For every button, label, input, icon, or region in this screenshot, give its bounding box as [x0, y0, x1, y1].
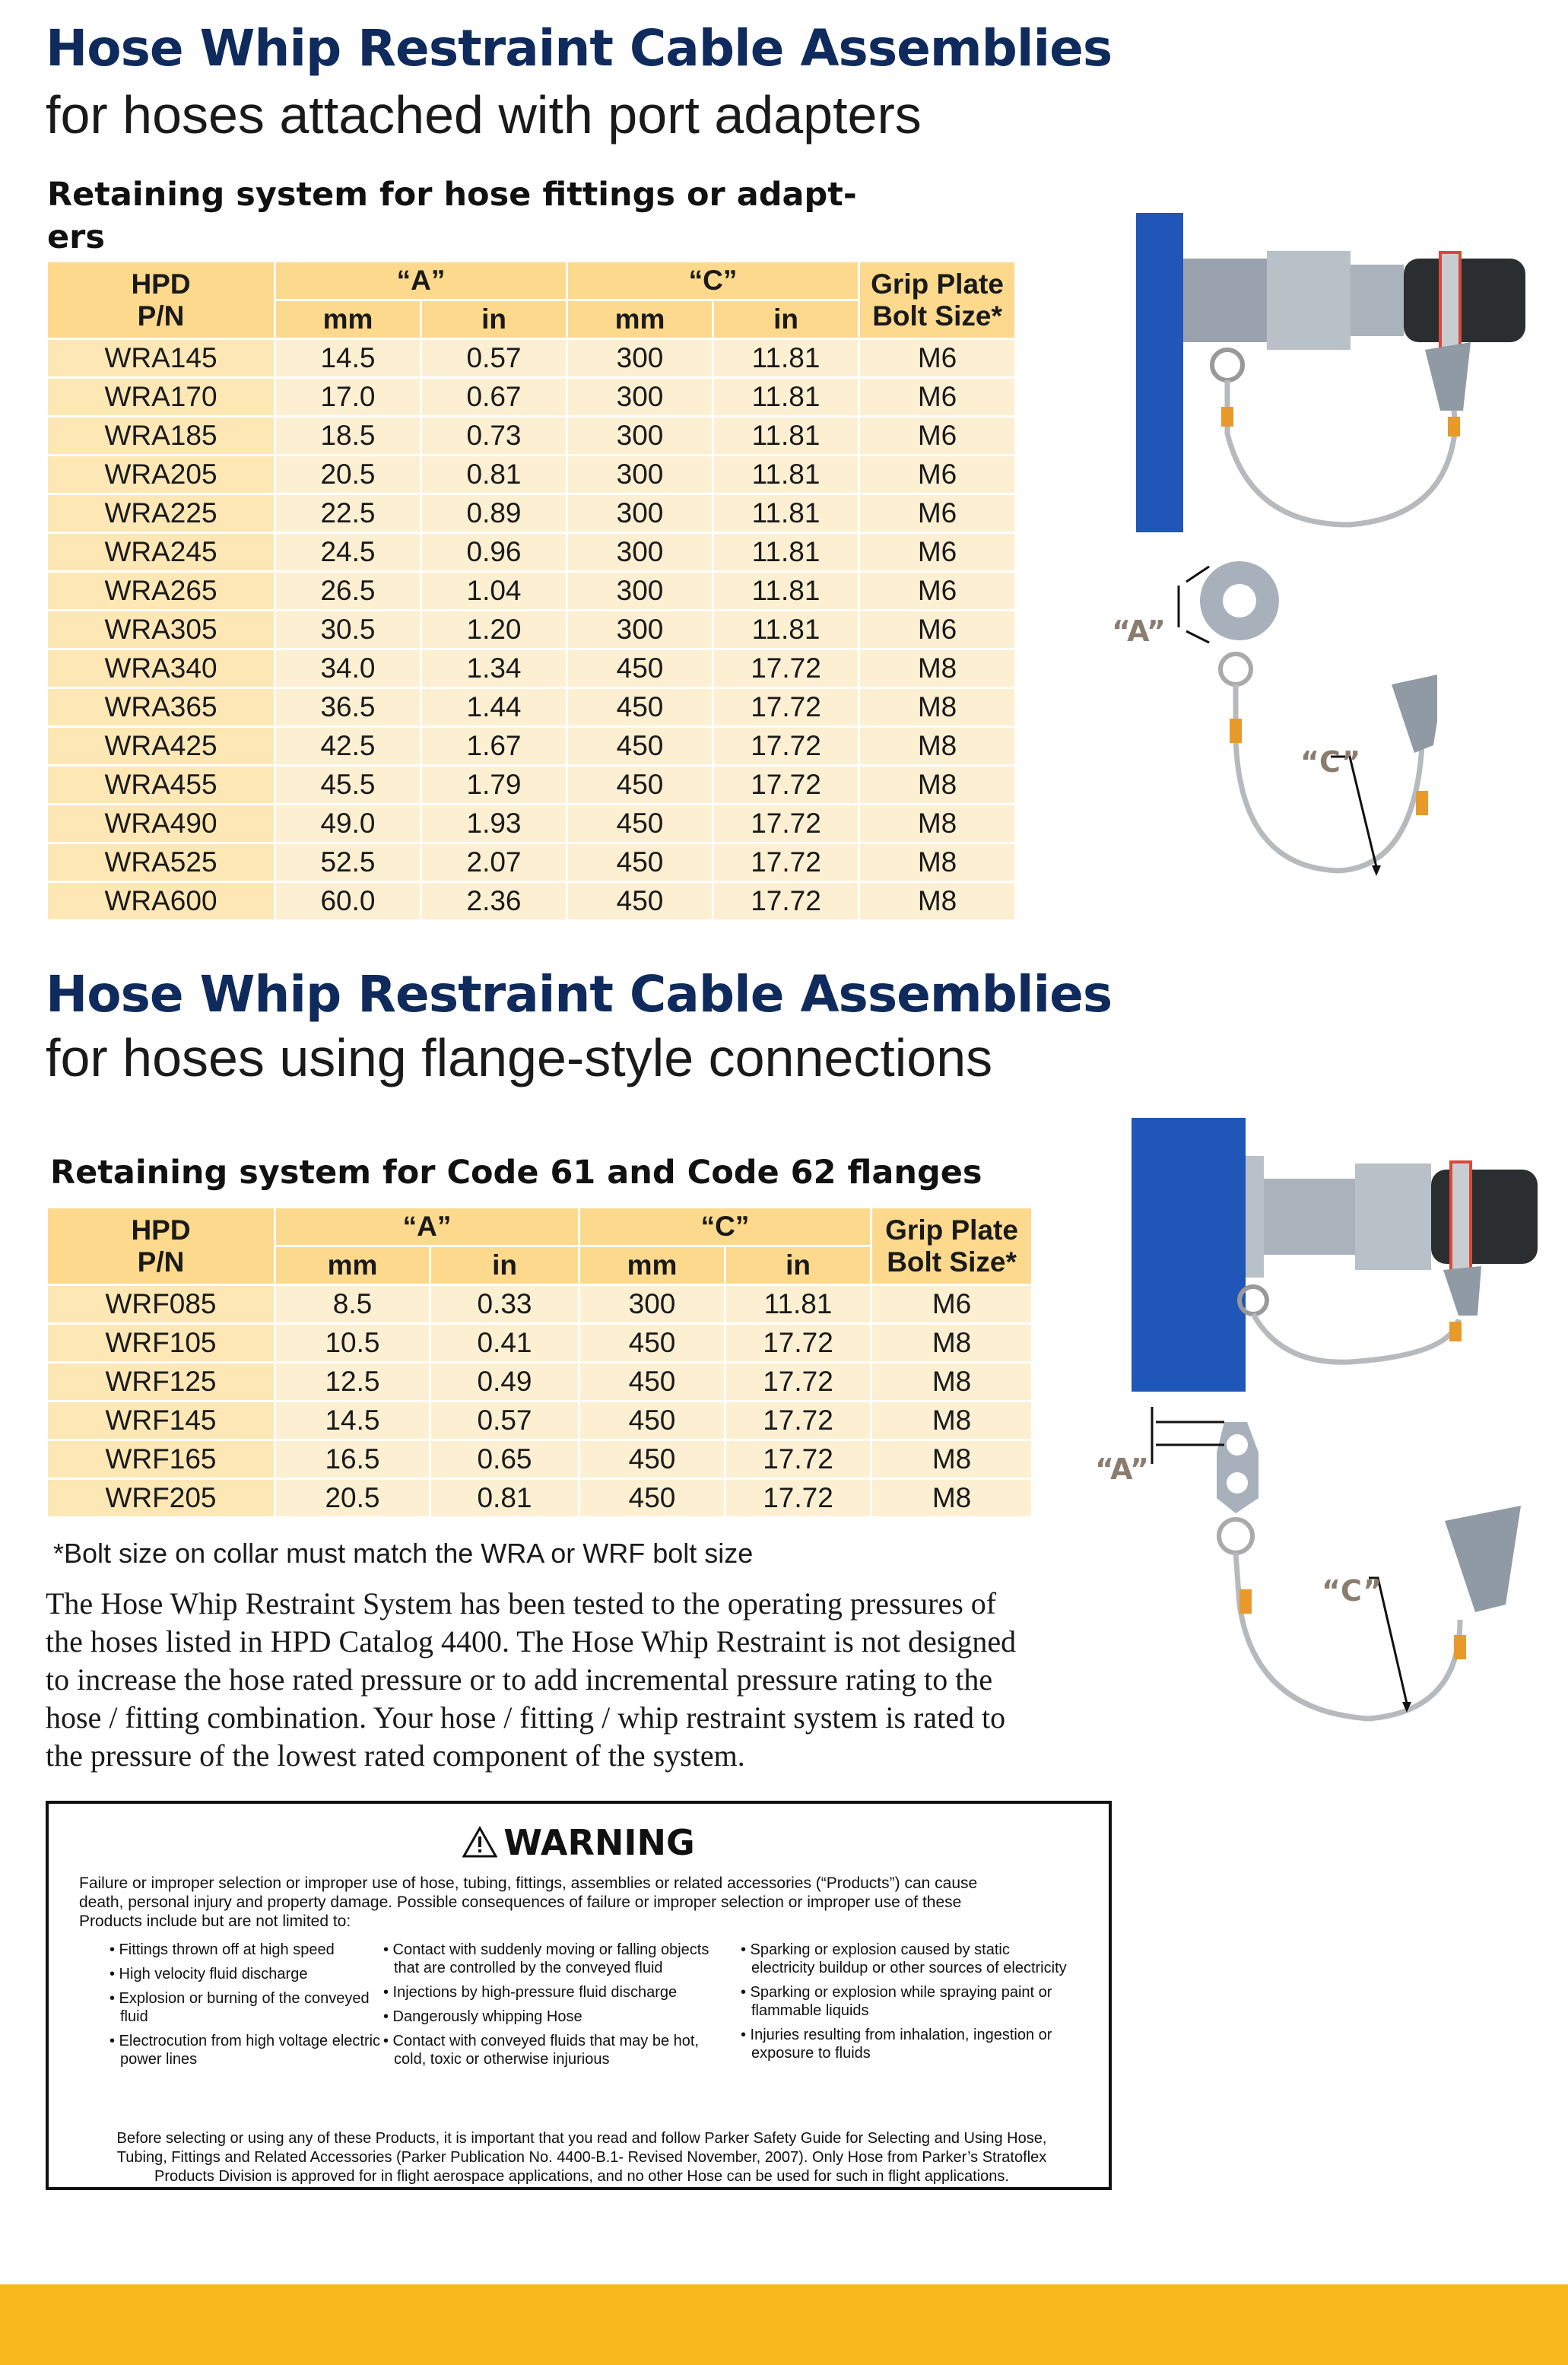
- header-c-mm: mm: [579, 1246, 725, 1285]
- cell-part-number: WRA185: [47, 417, 275, 456]
- header-c-in: in: [713, 300, 859, 339]
- cell-c-in: 11.81: [713, 611, 859, 649]
- header-a: “A”: [275, 262, 567, 300]
- cell-c-in: 11.81: [713, 378, 859, 417]
- cell-part-number: WRA225: [47, 494, 275, 533]
- cell-c-in: 17.72: [725, 1402, 871, 1440]
- warning-bullet: • Explosion or burning of the conveyed fluid: [110, 1990, 370, 2025]
- warning-bullet: • Dangerously whipping Hose: [383, 2008, 582, 2025]
- blue-panel: [1132, 1118, 1246, 1392]
- header-pn-line2: P/N: [137, 300, 185, 332]
- cable-ferrule: [1239, 1589, 1252, 1614]
- header-c-in: in: [725, 1246, 871, 1285]
- cell-a-in: 1.20: [421, 611, 567, 649]
- cell-c-mm: 450: [567, 843, 713, 882]
- warning-intro-line: Failure or improper selection or improper use of hose, tubing, fittings, assemblies or related accessories (“Products”) can cause: [79, 1875, 978, 1892]
- a-dimension-lines: [1152, 1407, 1224, 1464]
- table-row: [47, 766, 1016, 805]
- warning-bullet: • Sparking or explosion while spraying paint or flammable liquids: [741, 1984, 1052, 2019]
- cell-a-mm: 20.5: [275, 456, 421, 494]
- section1-callout-a: “A”: [1112, 614, 1166, 648]
- cable-ferrule: [1416, 791, 1428, 815]
- cell-a-mm: 16.5: [275, 1440, 430, 1479]
- cable-ferrule: [1449, 1322, 1462, 1341]
- cell-c-in: 17.72: [725, 1324, 871, 1363]
- section1-subhead: [47, 173, 857, 259]
- flange-plate: [1246, 1156, 1264, 1278]
- section2-subhead: Retaining system for Code 61 and Code 62 flanges: [50, 1154, 982, 1192]
- warning-bullet: • Contact with suddenly moving or falling objects that are controlled by the conveyed fluid: [383, 1941, 709, 1976]
- hose-flange-photo: [1132, 1118, 1557, 1392]
- warning-title: WARNING: [503, 1822, 695, 1863]
- cell-c-mm: 300: [567, 378, 713, 417]
- hose-body: [1431, 1170, 1538, 1264]
- cell-part-number: WRA340: [47, 649, 275, 688]
- cell-part-number: WRA265: [47, 572, 275, 611]
- header-a-in: in: [421, 300, 567, 339]
- warning-footer-line: Tubing, Fittings and Related Accessories (Parker Publication No. 4400-B.1- Revised November, 2007). Only Hose from Parker’s Stratoflex: [116, 2149, 1047, 2166]
- cell-a-mm: 20.5: [275, 1479, 430, 1518]
- section1-title: Hose Whip Restraint Cable Assemblies: [46, 19, 1113, 78]
- cell-c-in: 17.72: [713, 805, 859, 843]
- cell-a-in: 1.34: [421, 649, 567, 688]
- cell-part-number: WRF165: [47, 1440, 275, 1479]
- cell-a-in: 0.73: [421, 417, 567, 456]
- cell-a-in: 0.41: [430, 1324, 579, 1363]
- cable-eye: [1212, 350, 1243, 380]
- cell-part-number: WRA425: [47, 727, 275, 766]
- cell-c-mm: 450: [567, 882, 713, 921]
- header-pn-line2: P/N: [137, 1246, 185, 1278]
- cell-a-mm: 52.5: [275, 843, 421, 882]
- cell-part-number: WRA600: [47, 882, 275, 921]
- warning-list-col1: [110, 1941, 398, 2075]
- cell-c-in: 17.72: [713, 843, 859, 882]
- cell-a-mm: 34.0: [275, 649, 421, 688]
- cell-a-mm: 10.5: [275, 1324, 430, 1363]
- cell-bolt-size: M8: [871, 1479, 1033, 1518]
- cell-bolt-size: M8: [859, 688, 1016, 727]
- table-row: [47, 494, 1016, 533]
- cell-part-number: WRA490: [47, 805, 275, 843]
- cell-bolt-size: M6: [859, 456, 1016, 494]
- cell-a-in: 1.79: [421, 766, 567, 805]
- table-row: [47, 339, 1016, 378]
- section1-subtitle: for hoses attached with port adapters: [46, 85, 922, 144]
- table-row: [47, 572, 1016, 611]
- hex-fitting: [1267, 251, 1351, 350]
- cell-bolt-size: M6: [859, 533, 1016, 572]
- cable-loop: [1219, 1519, 1252, 1553]
- header-c: “C”: [567, 262, 859, 300]
- cell-bolt-size: M8: [859, 843, 1016, 882]
- cell-c-in: 11.81: [713, 494, 859, 533]
- cell-a-in: 0.65: [430, 1440, 579, 1479]
- port-adapter: [1183, 259, 1267, 342]
- section1-callout-c: “C”: [1300, 745, 1361, 779]
- cell-c-in: 17.72: [713, 727, 859, 766]
- cell-a-mm: 49.0: [275, 805, 421, 843]
- table-row: [47, 1324, 1033, 1363]
- blue-panel: [1136, 213, 1183, 532]
- table-row: [47, 882, 1016, 921]
- cell-a-in: 1.04: [421, 572, 567, 611]
- cell-part-number: WRA305: [47, 611, 275, 649]
- header-pn: [47, 1208, 275, 1285]
- grip-plate: [1443, 1266, 1481, 1316]
- cell-part-number: WRA245: [47, 533, 275, 572]
- cell-c-mm: 450: [567, 649, 713, 688]
- collar-clamp: [1440, 252, 1460, 348]
- cell-c-mm: 450: [579, 1440, 725, 1479]
- cell-c-mm: 450: [579, 1479, 725, 1518]
- cell-a-mm: 30.5: [275, 611, 421, 649]
- cell-a-in: 0.49: [430, 1363, 579, 1402]
- cell-a-mm: 45.5: [275, 766, 421, 805]
- table-row: [47, 649, 1016, 688]
- table-row: [47, 1440, 1033, 1479]
- cell-bolt-size: M6: [859, 339, 1016, 378]
- table-row: [47, 611, 1016, 649]
- tab-hole-top: [1227, 1434, 1248, 1456]
- table-row: [47, 688, 1016, 727]
- cell-a-in: 2.07: [421, 843, 567, 882]
- disclaimer-line: hose / fitting combination. Your hose / fitting / whip restraint system is rated to: [46, 1700, 1006, 1735]
- cell-a-mm: 36.5: [275, 688, 421, 727]
- cable-ferrule: [1448, 417, 1460, 436]
- cell-c-in: 17.72: [725, 1440, 871, 1479]
- cell-bolt-size: M6: [859, 572, 1016, 611]
- cell-part-number: WRA455: [47, 766, 275, 805]
- table-row: [47, 456, 1016, 494]
- cell-bolt-size: M8: [859, 727, 1016, 766]
- warning-intro-line: Products include but are not limited to:: [79, 1913, 351, 1930]
- wra-spec-table: [46, 260, 1017, 922]
- cell-c-mm: 450: [579, 1402, 725, 1440]
- cell-part-number: WRA205: [47, 456, 275, 494]
- cable-ferrule: [1230, 719, 1242, 743]
- header-a-mm: mm: [275, 300, 421, 339]
- cell-bolt-size: M8: [859, 766, 1016, 805]
- section1-subhead-line2: ers: [47, 218, 105, 256]
- hose-port-adapter-photo: [1136, 205, 1547, 540]
- cell-c-mm: 300: [567, 456, 713, 494]
- warning-heading: [49, 1822, 1109, 1863]
- section2-callout-a: “A”: [1095, 1452, 1149, 1486]
- table-row: [47, 1285, 1033, 1324]
- warning-footer: [79, 2129, 1084, 2186]
- warning-list-col2: [383, 1941, 733, 2075]
- warning-bullet: • Fittings thrown off at high speed: [110, 1941, 335, 1958]
- disclaimer-line: the hoses listed in HPD Catalog 4400. The Hose Whip Restraint is not designed: [46, 1624, 1017, 1659]
- cell-bolt-size: M6: [859, 611, 1016, 649]
- cell-c-mm: 300: [579, 1285, 725, 1324]
- wra-dimension-diagram: [1087, 548, 1437, 897]
- eyelet-hole: [1223, 584, 1256, 617]
- warning-bullet: • Electrocution from high voltage electric power lines: [110, 2033, 381, 2068]
- footer-bar: [0, 2284, 1568, 2365]
- flange-head: [1264, 1179, 1355, 1255]
- table-row: [47, 1402, 1033, 1440]
- cell-c-in: 11.81: [713, 339, 859, 378]
- warning-bullet: • Injections by high-pressure fluid discharge: [383, 1984, 678, 2001]
- table-row: [47, 378, 1016, 417]
- cell-c-mm: 450: [567, 766, 713, 805]
- warning-bullet: • High velocity fluid discharge: [110, 1966, 308, 1982]
- cell-a-mm: 14.5: [275, 339, 421, 378]
- cell-c-in: 17.72: [713, 882, 859, 921]
- table-row: [47, 533, 1016, 572]
- cell-c-mm: 450: [579, 1363, 725, 1402]
- cell-c-mm: 300: [567, 494, 713, 533]
- cell-a-mm: 42.5: [275, 727, 421, 766]
- cell-bolt-size: M8: [871, 1363, 1033, 1402]
- cell-bolt-size: M8: [871, 1440, 1033, 1479]
- cell-part-number: WRF085: [47, 1285, 275, 1324]
- header-a: “A”: [275, 1208, 579, 1246]
- cell-a-in: 0.89: [421, 494, 567, 533]
- section2-callout-c: “C”: [1322, 1574, 1382, 1608]
- cell-a-in: 0.67: [421, 378, 567, 417]
- cell-a-in: 0.57: [430, 1402, 579, 1440]
- header-grip: [871, 1208, 1033, 1285]
- restraint-cable: [1227, 380, 1455, 525]
- cell-c-mm: 450: [567, 805, 713, 843]
- cell-part-number: WRF145: [47, 1402, 275, 1440]
- cell-c-in: 11.81: [713, 456, 859, 494]
- cell-c-mm: 450: [567, 688, 713, 727]
- warning-box: [46, 1801, 1112, 2190]
- cell-a-mm: 14.5: [275, 1402, 430, 1440]
- cell-a-mm: 12.5: [275, 1363, 430, 1402]
- cell-bolt-size: M6: [859, 378, 1016, 417]
- cell-a-in: 1.67: [421, 727, 567, 766]
- cell-bolt-size: M8: [871, 1402, 1033, 1440]
- cable-loop: [1220, 654, 1251, 684]
- warning-intro: [79, 1874, 1083, 1931]
- cell-part-number: WRA525: [47, 843, 275, 882]
- header-grip-line2: Bolt Size*: [887, 1246, 1017, 1278]
- cell-part-number: WRF105: [47, 1324, 275, 1363]
- bolt-size-footnote: *Bolt size on collar must match the WRA or WRF bolt size: [53, 1538, 754, 1569]
- cell-c-mm: 300: [567, 533, 713, 572]
- table-row: [47, 805, 1016, 843]
- cell-a-in: 0.57: [421, 339, 567, 378]
- cable-ferrule: [1221, 407, 1233, 427]
- cell-c-in: 17.72: [725, 1363, 871, 1402]
- cell-bolt-size: M6: [859, 494, 1016, 533]
- warning-list-col3: [741, 1941, 1068, 2068]
- cell-bolt-size: M8: [859, 882, 1016, 921]
- cell-bolt-size: M8: [859, 649, 1016, 688]
- c-arrowhead: [1372, 865, 1381, 876]
- cell-a-in: 1.93: [421, 805, 567, 843]
- table-row: [47, 843, 1016, 882]
- pressure-disclaimer: [46, 1585, 1141, 1775]
- cell-part-number: WRF125: [47, 1363, 275, 1402]
- grip-plate: [1392, 673, 1437, 753]
- cell-c-in: 11.81: [725, 1285, 871, 1324]
- table-row: [47, 417, 1016, 456]
- cell-c-mm: 300: [567, 417, 713, 456]
- table-row: [47, 1479, 1033, 1518]
- table-row: [47, 727, 1016, 766]
- header-grip-line1: Grip Plate: [871, 268, 1004, 300]
- cell-c-in: 11.81: [713, 533, 859, 572]
- cell-a-in: 0.81: [430, 1479, 579, 1518]
- cell-part-number: WRA365: [47, 688, 275, 727]
- cell-a-in: 0.96: [421, 533, 567, 572]
- cable-ferrule: [1454, 1635, 1466, 1659]
- header-a-in: in: [430, 1246, 579, 1285]
- cell-c-in: 11.81: [713, 572, 859, 611]
- cell-c-mm: 300: [567, 339, 713, 378]
- cell-a-in: 2.36: [421, 882, 567, 921]
- warning-triangle-icon: [462, 1826, 497, 1858]
- header-pn: [47, 262, 275, 339]
- header-grip-line1: Grip Plate: [885, 1214, 1018, 1246]
- cell-a-mm: 22.5: [275, 494, 421, 533]
- cell-a-in: 0.81: [421, 456, 567, 494]
- header-grip: [859, 262, 1016, 339]
- crimp-shell: [1355, 1163, 1431, 1270]
- fitting-nut: [1351, 265, 1404, 336]
- cell-c-mm: 450: [567, 727, 713, 766]
- restraint-cable: [1253, 1314, 1458, 1362]
- cell-part-number: WRA170: [47, 378, 275, 417]
- cell-c-in: 17.72: [713, 688, 859, 727]
- cell-c-in: 17.72: [713, 649, 859, 688]
- section1-subhead-line1: Retaining system for hose fittings or adapt-: [47, 176, 857, 214]
- header-grip-line2: Bolt Size*: [872, 300, 1002, 332]
- disclaimer-line: the pressure of the lowest rated component of the system.: [46, 1738, 745, 1773]
- table-row: [47, 1363, 1033, 1402]
- header-pn-line1: HPD: [131, 268, 191, 300]
- warning-bullet: • Sparking or explosion caused by static electricity buildup or other sources of electricity: [741, 1941, 1067, 1976]
- cell-c-in: 17.72: [713, 766, 859, 805]
- warning-bullet: • Contact with conveyed fluids that may be hot, cold, toxic or otherwise injurious: [383, 2033, 699, 2068]
- cell-a-mm: 26.5: [275, 572, 421, 611]
- warning-footer-line: Before selecting or using any of these Products, it is important that you read and follow Parker Safety Guide for Selecting and Using Hose,: [116, 2130, 1047, 2147]
- section2-title: Hose Whip Restraint Cable Assemblies: [46, 965, 1113, 1024]
- cell-a-mm: 17.0: [275, 378, 421, 417]
- cell-a-mm: 18.5: [275, 417, 421, 456]
- cell-a-mm: 60.0: [275, 882, 421, 921]
- cell-c-mm: 300: [567, 572, 713, 611]
- collar-clamp: [1451, 1162, 1471, 1271]
- cell-a-mm: 24.5: [275, 533, 421, 572]
- cell-a-in: 0.33: [430, 1285, 579, 1324]
- wrf-spec-table: [46, 1206, 1033, 1519]
- disclaimer-line: The Hose Whip Restraint System has been tested to the operating pressures of: [46, 1586, 997, 1621]
- cell-c-mm: 300: [567, 611, 713, 649]
- header-a-mm: mm: [275, 1246, 430, 1285]
- cell-a-in: 1.44: [421, 688, 567, 727]
- grip-plate: [1445, 1506, 1521, 1612]
- grip-plate: [1425, 342, 1471, 411]
- cell-bolt-size: M6: [859, 417, 1016, 456]
- cell-a-mm: 8.5: [275, 1285, 430, 1324]
- hose-body: [1404, 259, 1525, 342]
- header-c-mm: mm: [567, 300, 713, 339]
- cell-part-number: WRF205: [47, 1479, 275, 1518]
- header-c: “C”: [579, 1208, 871, 1246]
- warning-bullet: • Injuries resulting from inhalation, ingestion or exposure to fluids: [741, 2027, 1052, 2062]
- cell-c-mm: 450: [579, 1324, 725, 1363]
- header-pn-line1: HPD: [131, 1214, 191, 1246]
- disclaimer-line: to increase the hose rated pressure or to add incremental pressure rating to the: [46, 1662, 993, 1697]
- cell-bolt-size: M8: [859, 805, 1016, 843]
- cell-part-number: WRA145: [47, 339, 275, 378]
- tab-hole-bottom: [1227, 1472, 1248, 1494]
- warning-intro-line: death, personal injury and property damage. Possible consequences of failure or improper selection or improper use of these: [79, 1894, 962, 1911]
- cell-bolt-size: M8: [871, 1324, 1033, 1363]
- cell-c-in: 11.81: [713, 417, 859, 456]
- cell-bolt-size: M6: [871, 1285, 1033, 1324]
- warning-footer-line: Products Division is approved for in flight aerospace applications, and no other Hose can be used for such in flight applications.: [154, 2168, 1009, 2185]
- cell-c-in: 17.72: [725, 1479, 871, 1518]
- section2-subtitle: for hoses using flange-style connections: [46, 1028, 993, 1087]
